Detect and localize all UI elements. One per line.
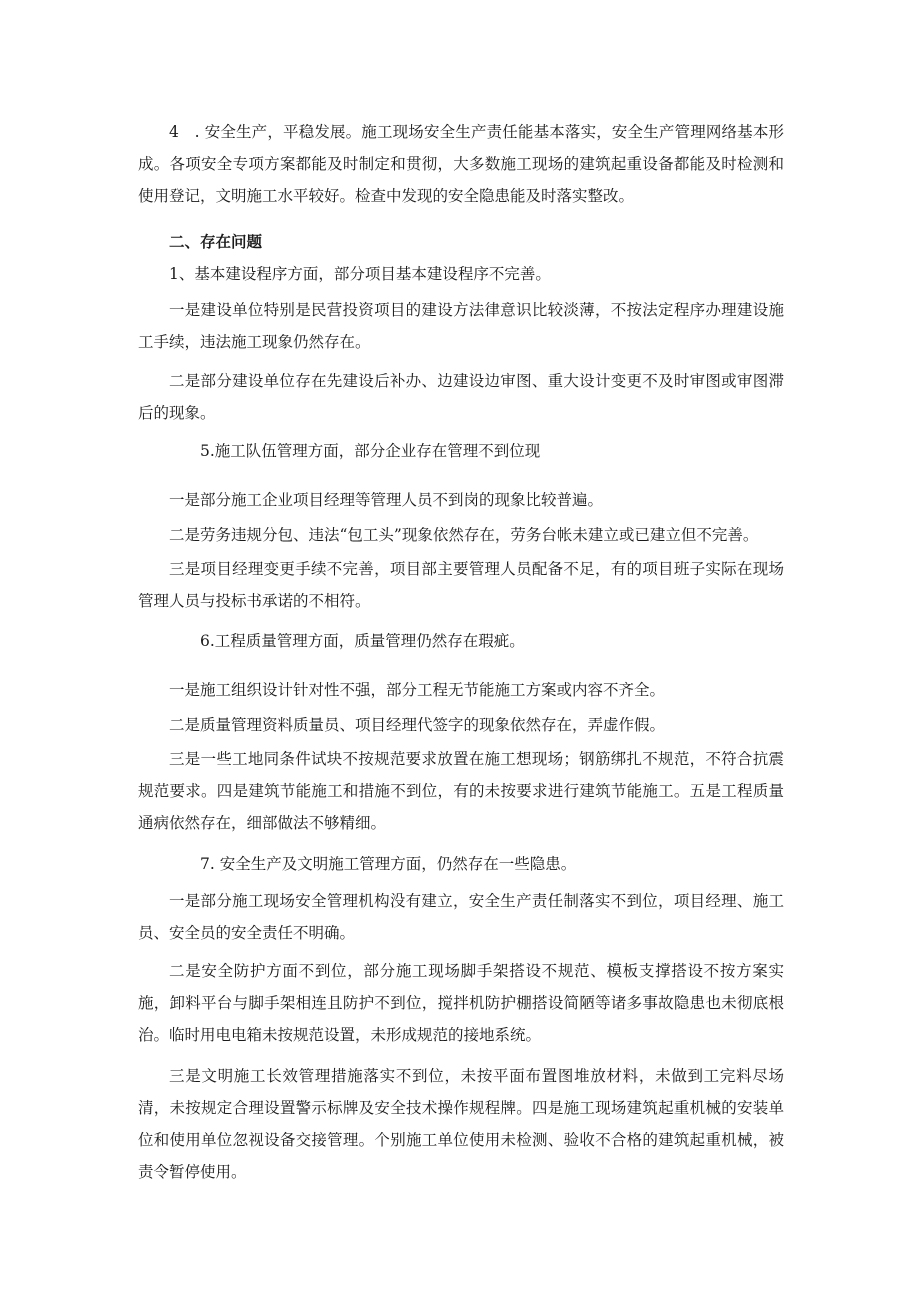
- paragraph: 1、基本建设程序方面，部分项目基本建设程序不完善。: [169, 265, 551, 283]
- item-number: 5: [200, 442, 210, 460]
- paragraph: 一是建设单位特别是民营投资项目的建设方法律意识比较淡薄，不按法定程序办理建设施工手续，违法施工现象仍然存在。: [138, 301, 784, 351]
- paragraph: 二是劳务违规分包、违法“包工头”现象依然存在，劳务台帐未建立或已建立但不完善。: [169, 526, 759, 544]
- section-heading: 二、存在问题: [169, 232, 263, 251]
- numbered-heading: [138, 848, 784, 880]
- paragraph: 一是部分施工现场安全管理机构没有建立，安全生产责任制落实不到位，项目经理、施工员、安全员的安全责任不明确。: [138, 892, 784, 942]
- paragraph: 二是部分建设单位存在先建设后补办、边建设边审图、重大设计变更不及时审图或审图滞后的现象。: [138, 372, 784, 422]
- item-text: .工程质量管理方面，质量管理仍然存在瑕疵。: [209, 632, 525, 650]
- paragraph: 三是项目经理变更手续不完善，项目部主要管理人员配备不足，有的项目班子实际在现场管理人员与投标书承诺的不相符。: [138, 560, 784, 610]
- item-number: 7: [200, 855, 210, 873]
- paragraph: 三是文明施工长效管理措施落实不到位，未按平面布置图堆放材料，未做到工完料尽场清，未按规定合理设置警示标牌及安全技术操作规程牌。四是施工现场建筑起重机械的安装单位和使用单位忽视设备交接管理。个别施工单位使用未检测、验收不合格的建筑起重机械，被责令暂停使用。: [138, 1067, 784, 1181]
- paragraph: 二是质量管理资料质量员、项目经理代签字的现象依然存在，弄虚作假。: [169, 716, 666, 734]
- paragraph: 4 . 安全生产，平稳发展。施工现场安全生产责任能基本落实，安全生产管理网络基本形成。各项安全专项方案都能及时制定和贯彻，大多数施工现场的建筑起重设备都能及时检测和使用登记，文明施工水平较好。检查中发现的安全隐患能及时落实整改。: [138, 123, 784, 205]
- numbered-heading: [138, 435, 784, 467]
- paragraph: 三是一些工地同条件试块不按规范要求放置在施工想现场；钢筋绑扎不规范，不符合抗震规范要求。四是建筑节能施工和措施不到位，有的未按要求进行建筑节能施工。五是工程质量通病依然存在，细部做法不够精细。: [138, 750, 784, 832]
- item-text: .施工队伍管理方面，部分企业存在管理不到位现: [209, 442, 541, 460]
- item-text: . 安全生产及文明施工管理方面，仍然存在一些隐患。: [209, 855, 577, 873]
- paragraph: 一是部分施工企业项目经理等管理人员不到岗的现象比较普遍。: [169, 491, 604, 509]
- item-number: 6: [200, 632, 210, 650]
- numbered-heading: [138, 625, 784, 657]
- paragraph: 一是施工组织设计针对性不强，部分工程无节能施工方案或内容不齐全。: [169, 681, 666, 699]
- paragraph: 二是安全防护方面不到位，部分施工现场脚手架搭设不规范、模板支撑搭设不按方案实施，卸料平台与脚手架相连且防护不到位，搅拌机防护棚搭设简陋等诸多事故隐患也未彻底根治。临时用电电箱未按规范设置，未形成规范的接地系统。: [138, 962, 784, 1044]
